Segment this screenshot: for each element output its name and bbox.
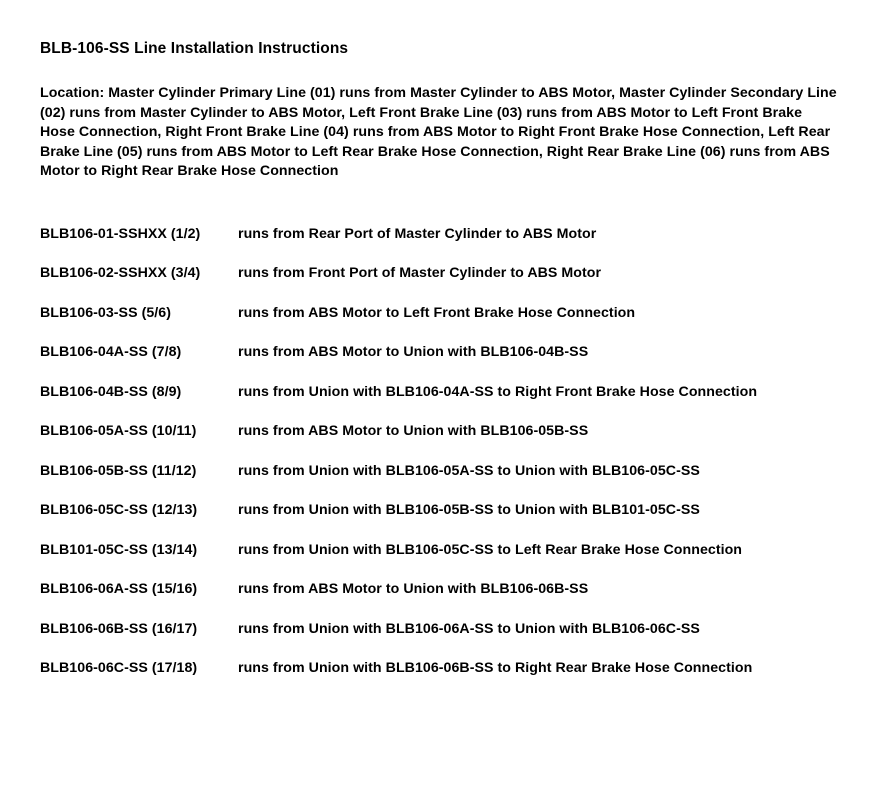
line-description: runs from ABS Motor to Left Front Brake Hose Connection [238,304,636,321]
line-description: runs from ABS Motor to Union with BLB106-04B-SS [238,344,589,361]
line-description: runs from Union with BLB106-06A-SS to Union with BLB106-06C-SS [238,620,700,637]
line-item-row [40,224,838,246]
line-item-row [40,540,838,562]
line-part-number: BLB106-01-SSHXX (1/2) [40,225,201,242]
line-item-row [40,619,838,641]
line-part-number: BLB106-06C-SS (17/18) [40,660,198,677]
line-item-row [40,500,838,522]
line-description: runs from Union with BLB106-05B-SS to Union with BLB101-05C-SS [238,502,700,519]
line-item-row [40,461,838,483]
line-description: runs from Rear Port of Master Cylinder to ABS Motor [238,225,597,242]
line-description: runs from ABS Motor to Union with BLB106-06B-SS [238,581,589,598]
line-item-row [40,263,838,285]
line-part-number: BLB106-06A-SS (15/16) [40,581,198,598]
line-item-row [40,342,838,364]
line-part-number: BLB106-02-SSHXX (3/4) [40,265,201,282]
line-item-row [40,303,838,325]
line-item-row [40,421,838,443]
line-installation-list [40,224,838,680]
line-item-row [40,579,838,601]
line-description: runs from ABS Motor to Union with BLB106-05B-SS [238,423,589,440]
page-title: BLB-106-SS Line Installation Instructions [40,40,349,57]
line-part-number: BLB106-04A-SS (7/8) [40,344,182,361]
line-description: runs from Union with BLB106-06B-SS to Right Rear Brake Hose Connection [238,660,753,677]
line-description: runs from Union with BLB106-05C-SS to Left Rear Brake Hose Connection [238,541,743,558]
line-item-row [40,658,838,680]
line-description: runs from Union with BLB106-05A-SS to Union with BLB106-05C-SS [238,462,700,479]
line-part-number: BLB106-04B-SS (8/9) [40,383,182,400]
line-part-number: BLB101-05C-SS (13/14) [40,541,198,558]
line-part-number: BLB106-05B-SS (11/12) [40,462,197,479]
line-description: runs from Front Port of Master Cylinder to ABS Motor [238,265,602,282]
line-part-number: BLB106-05C-SS (12/13) [40,502,198,519]
line-description: runs from Union with BLB106-04A-SS to Right Front Brake Hose Connection [238,383,758,400]
line-part-number: BLB106-03-SS (5/6) [40,304,171,321]
line-item-row [40,382,838,404]
location-paragraph: Location: Master Cylinder Primary Line (01) runs from Master Cylinder to ABS Motor, Master Cylinder Secondary Line (02) runs from Master Cylinder to ABS Motor, Left Front Brake Line (03) runs from ABS Motor to Left Front Brake Hose Connection, Right Front Brake Line (04) runs from ABS Motor to Right Front Brake Hose Connection, Left Rear Brake Line (05) runs from ABS Motor to Left Rear Brake Hose Connection, Right Rear Brake Line (06) runs from ABS Motor to Right Rear Brake Hose Connection [40,85,837,180]
line-part-number: BLB106-05A-SS (10/11) [40,423,197,440]
line-part-number: BLB106-06B-SS (16/17) [40,620,198,637]
